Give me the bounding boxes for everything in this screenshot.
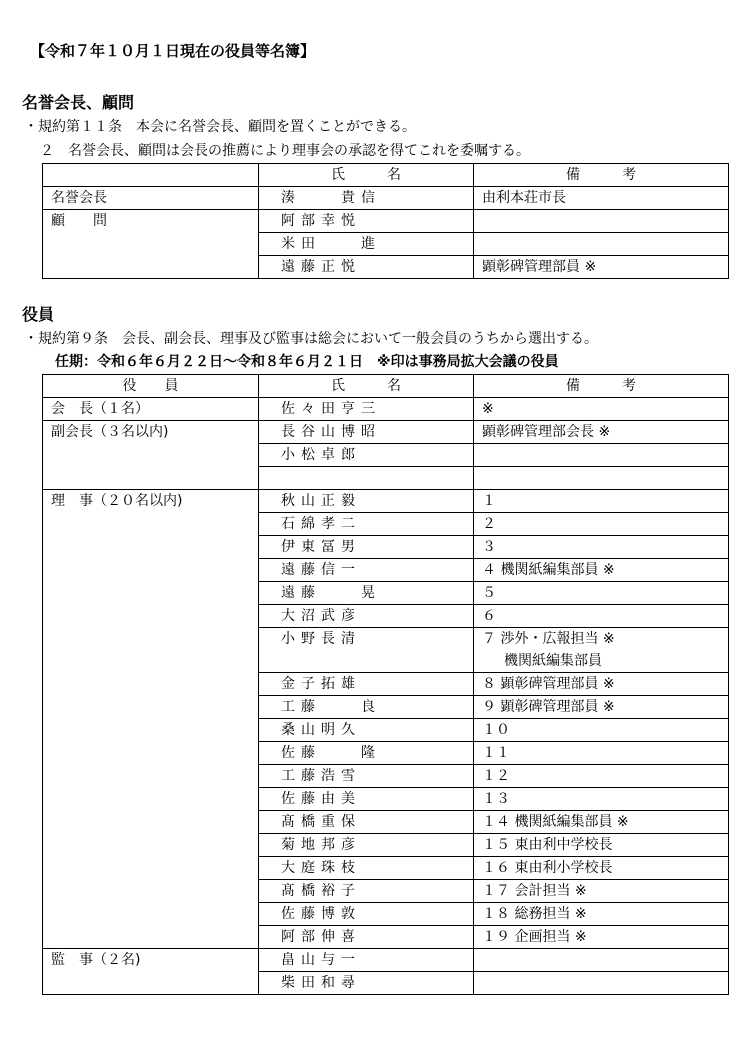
table-row <box>43 696 729 719</box>
table-row <box>43 719 729 742</box>
table-header-row <box>43 375 729 398</box>
table-row <box>43 857 729 880</box>
table-row <box>43 210 729 233</box>
table-row <box>43 765 729 788</box>
name-cell: 佐藤由美 <box>259 788 474 811</box>
role-cell <box>43 256 259 279</box>
note-cell: １４ 機関紙編集部員 ※ <box>474 811 729 834</box>
name-cell: 湊 貴信 <box>259 187 474 210</box>
officers-heading: 役員 <box>22 305 55 324</box>
honorary-rule-1: ・規約第１１条 本会に名誉会長、顧問を置くことができる。 <box>24 119 416 135</box>
name-cell: 工藤 良 <box>259 696 474 719</box>
table-row <box>43 398 729 421</box>
name-cell: 佐藤 隆 <box>259 742 474 765</box>
officers-rule: ・規約第９条 会長、副会長、理事及び監事は総会において一般会員のうちから選出する。 <box>24 331 598 347</box>
note-cell: １２ <box>474 765 729 788</box>
role-cell <box>43 972 259 995</box>
honorary-table <box>42 163 729 279</box>
role-cell <box>43 719 259 742</box>
name-cell: 髙橋裕子 <box>259 880 474 903</box>
note-cell <box>474 467 729 490</box>
name-cell: 小野長清 <box>259 628 474 673</box>
role-cell <box>43 444 259 467</box>
note-cell: １ <box>474 490 729 513</box>
name-cell: 米田 進 <box>259 233 474 256</box>
table-row <box>43 582 729 605</box>
role-cell <box>43 857 259 880</box>
role-cell <box>43 536 259 559</box>
note-cell <box>474 628 729 673</box>
note-cell: ５ <box>474 582 729 605</box>
name-cell: 伊東冨男 <box>259 536 474 559</box>
name-cell: 佐々田亨三 <box>259 398 474 421</box>
role-cell <box>43 926 259 949</box>
name-cell: 髙橋重保 <box>259 811 474 834</box>
role-cell <box>43 467 259 490</box>
table-row <box>43 233 729 256</box>
name-cell: 佐藤博敦 <box>259 903 474 926</box>
note-line-2: 機関紙編集部員 <box>504 653 602 669</box>
officers-table <box>42 374 729 995</box>
table-row <box>43 972 729 995</box>
name-cell: 金子拓雄 <box>259 673 474 696</box>
note-cell: ８ 顕彰碑管理部員 ※ <box>474 673 729 696</box>
note-cell: １８ 総務担当 ※ <box>474 903 729 926</box>
table-row <box>43 628 729 673</box>
name-cell: 石綿孝二 <box>259 513 474 536</box>
name-cell: 阿部幸悦 <box>259 210 474 233</box>
role-cell <box>43 903 259 926</box>
name-cell: 遠藤正悦 <box>259 256 474 279</box>
role-cell <box>43 696 259 719</box>
header-note: 備 考 <box>474 164 729 187</box>
name-cell: 菊地邦彦 <box>259 834 474 857</box>
note-cell: １３ <box>474 788 729 811</box>
note-cell: １９ 企画担当 ※ <box>474 926 729 949</box>
name-cell: 桑山明久 <box>259 719 474 742</box>
role-cell: 会 長（１名） <box>43 398 259 421</box>
role-cell <box>43 673 259 696</box>
role-cell: 監 事（２名) <box>43 949 259 972</box>
table-row <box>43 788 729 811</box>
note-cell: １５ 東由利中学校長 <box>474 834 729 857</box>
officers-table-body <box>43 398 729 995</box>
table-row <box>43 490 729 513</box>
role-cell: 副会長（３名以内) <box>43 421 259 444</box>
role-cell <box>43 765 259 788</box>
note-cell <box>474 233 729 256</box>
table-row <box>43 536 729 559</box>
note-cell: 由利本荘市長 <box>474 187 729 210</box>
header-role <box>43 164 259 187</box>
table-row <box>43 811 729 834</box>
note-cell: ４ 機関紙編集部員 ※ <box>474 559 729 582</box>
note-cell <box>474 949 729 972</box>
table-row <box>43 673 729 696</box>
role-cell <box>43 559 259 582</box>
role-cell <box>43 233 259 256</box>
name-cell: 柴田和尋 <box>259 972 474 995</box>
table-row <box>43 926 729 949</box>
role-cell <box>43 582 259 605</box>
table-row <box>43 187 729 210</box>
note-cell: ９ 顕彰碑管理部員 ※ <box>474 696 729 719</box>
table-row <box>43 513 729 536</box>
table-row <box>43 903 729 926</box>
table-row <box>43 834 729 857</box>
honorary-rule-2: ２ 名誉会長、顧問は会長の推薦により理事会の承認を得てこれを委嘱する。 <box>40 143 530 159</box>
name-cell: 秋山正毅 <box>259 490 474 513</box>
table-row <box>43 880 729 903</box>
role-cell <box>43 788 259 811</box>
role-cell <box>43 628 259 673</box>
table-row <box>43 256 729 279</box>
honorary-heading: 名誉会長、顧問 <box>22 93 135 112</box>
note-cell <box>474 210 729 233</box>
table-row <box>43 421 729 444</box>
note-cell: 顕彰碑管理部員 ※ <box>474 256 729 279</box>
header-name: 氏 名 <box>259 375 474 398</box>
role-cell: 顧 問 <box>43 210 259 233</box>
role-cell <box>43 880 259 903</box>
name-cell: 長谷山博昭 <box>259 421 474 444</box>
table-row <box>43 742 729 765</box>
role-cell <box>43 834 259 857</box>
note-cell: １０ <box>474 719 729 742</box>
note-cell: ３ <box>474 536 729 559</box>
page-title: 【令和７年１０月１日現在の役員等名簿】 <box>30 42 316 60</box>
table-row <box>43 444 729 467</box>
role-cell: 名誉会長 <box>43 187 259 210</box>
role-cell: 理 事（２０名以内) <box>43 490 259 513</box>
note-cell: ※ <box>474 398 729 421</box>
table-row <box>43 605 729 628</box>
role-cell <box>43 742 259 765</box>
note-cell: 顕彰碑管理部会長 ※ <box>474 421 729 444</box>
name-cell: 大庭珠枝 <box>259 857 474 880</box>
header-role: 役 員 <box>43 375 259 398</box>
note-cell: １７ 会計担当 ※ <box>474 880 729 903</box>
table-row <box>43 949 729 972</box>
note-cell: １６ 東由利小学校長 <box>474 857 729 880</box>
name-cell: 小松卓郎 <box>259 444 474 467</box>
name-cell: 畠山与一 <box>259 949 474 972</box>
note-cell: ２ <box>474 513 729 536</box>
note-cell <box>474 972 729 995</box>
note-cell: １１ <box>474 742 729 765</box>
name-cell: 遠藤 晃 <box>259 582 474 605</box>
role-cell <box>43 811 259 834</box>
note-line-1: ７ 渉外・広報担当 ※ <box>482 631 615 647</box>
name-cell: 大沼武彦 <box>259 605 474 628</box>
header-name: 氏 名 <box>259 164 474 187</box>
note-cell <box>474 444 729 467</box>
role-cell <box>43 605 259 628</box>
header-note: 備 考 <box>474 375 729 398</box>
name-cell: 遠藤信一 <box>259 559 474 582</box>
name-cell: 阿部伸喜 <box>259 926 474 949</box>
role-cell <box>43 513 259 536</box>
term-line: 任期：令和６年６月２２日～令和８年６月２１日 ※印は事務局拡大会議の役員 <box>55 354 559 370</box>
name-cell <box>259 467 474 490</box>
note-cell: ６ <box>474 605 729 628</box>
table-row <box>43 559 729 582</box>
table-header-row <box>43 164 729 187</box>
name-cell: 工藤浩雪 <box>259 765 474 788</box>
table-row <box>43 467 729 490</box>
